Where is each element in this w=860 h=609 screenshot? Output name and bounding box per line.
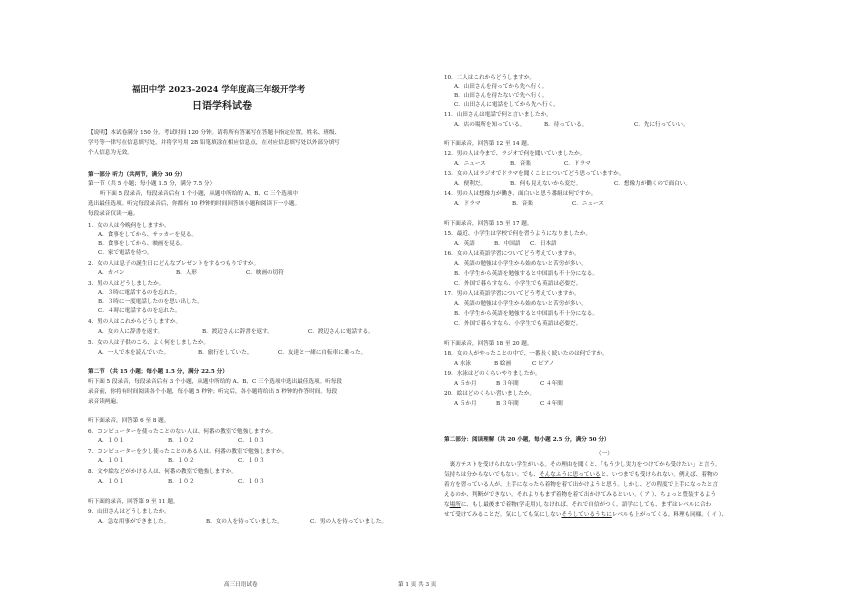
question-10: 10．二人はこれからどうしますか。 [444, 75, 536, 81]
section1-desc: 听下面 5 段录音，每段录音后有 1 个小题，从题中所给的 A、B、C 三个选项中 [100, 191, 299, 197]
option-row [98, 479, 265, 486]
passage-line: 着方を習っている人が、上手になったら着物を着て出かけようと思う。しかし、どの程度で上手になったと言 [444, 482, 719, 488]
passage-line: えるのか、判断ができない。それよりもまず着物を着て出かけてみるといい。（ ア ）、ちょっと豊装するよう [444, 492, 717, 498]
option: C．１０３ [238, 438, 265, 444]
option: B．食事をしてから、映画を見る。 [98, 241, 187, 247]
group-intro: 听下面录音，回答第 15 至 17 题。 [444, 221, 533, 227]
option-row [454, 381, 563, 388]
underlined-phrase: そうしているうちに [561, 512, 612, 518]
option: C．渡辺さんに電話する。 [308, 329, 374, 335]
question-3: 3．男の人はどうしましたか。 [88, 281, 165, 287]
option: A．カバン [98, 270, 125, 276]
option: A．女の人に辞書を返す。 [98, 329, 164, 335]
option: A．ニュース [454, 161, 486, 167]
option-row [98, 458, 265, 465]
option: B．待っている。 [544, 122, 588, 128]
option: B ３年間 [496, 401, 519, 407]
question-1: 1．女の人は今晩何をしますか。 [88, 223, 170, 229]
question-20: 20．絵はどのくらい習いましたか。 [444, 391, 536, 397]
school-title: 福田中学 2023-2024 学年度高三年级开学考 [132, 84, 306, 94]
question-4: 4．男の人はこれからどうしますか。 [88, 319, 182, 325]
option: B．３時に一度電話したのを思い出した。 [98, 299, 203, 305]
question-17: 17．男の人は英語学習についてどう考えていますか。 [444, 291, 580, 297]
section2-title: 第二节 （共 15 小题；每小题 1.5 分，满分 22.5 分） [88, 369, 228, 375]
option: C．友達と一緒に自転車に乗った。 [278, 350, 367, 356]
section2-desc: 录音前，你将有时间阅读各个小题，每小题 5 秒钟；听完后，各小题将给出 5 秒钟的作答时间。每段 [88, 389, 338, 395]
option: B．音楽 [512, 201, 533, 207]
group-intro: 听下面录音，回答第 12 至 14 题。 [444, 141, 533, 147]
option: A．便利だ。 [454, 181, 487, 187]
group-intro: 听下面录音，回答第 6 至 8 题。 [88, 418, 170, 424]
option: C．家で電話を待つ。 [98, 250, 153, 256]
option-row [98, 438, 265, 445]
option: C．山田さんに電話をしてから先へ行く。 [454, 102, 559, 108]
passage-line [444, 502, 711, 509]
passage-text: に、もし最後まで着物(学走用)しなければ、それで自信がつく。語学にしても、まずはレベルに合わ [460, 502, 712, 508]
option-row [454, 361, 554, 368]
option: C．１０３ [238, 458, 265, 464]
option: A．食事をしてから、サッカーを見る。 [98, 232, 198, 238]
option-row [454, 401, 563, 408]
option-row [98, 350, 366, 357]
option: C ４年間 [540, 401, 563, 407]
underlined-phrase: 場所 [449, 502, 461, 508]
option: C．ニュース [572, 201, 604, 207]
option: C．外国で暮らすなら、小学生でも英語は必要だ。 [454, 321, 582, 327]
option-row [454, 122, 689, 129]
option: C．想像力が働くので面白い。 [614, 181, 691, 187]
question-14: 14．男の人は想像力が働き、面白いと思う番組は何ですか。 [444, 191, 597, 197]
passage-text: せて受けてみることだ。気にしても気にしない [444, 512, 562, 518]
instructions-line: 【说明】本试卷满分 150 分，考试时间 120 分钟。请将所有答案写在答题卡指定位置，姓名、班级、 [88, 130, 341, 136]
option: C．男の人を待っていました。 [310, 519, 387, 525]
question-18: 18．女の人がやったことの中で、一番長く続いたのは何ですか。 [444, 351, 608, 357]
option: A．１０１ [98, 438, 125, 444]
option: B．女の人を待っていました。 [206, 519, 283, 525]
question-19: 19．水泳はどのくらいやりましたか。 [444, 371, 541, 377]
option-row [98, 519, 387, 526]
option: B．小学生から英語を勉強すると中国語も不十分になる。 [454, 311, 598, 317]
question-15: 15．最近、小学生は学校で何を習うようになりましたか。 [444, 231, 591, 237]
option: A．急な用事ができました。 [98, 519, 170, 525]
instructions-line: 学号等一律写在信息填写处，并将学号用 2B 铅笔填涂在相应信息点，在对应信息填写处以外部分填写 [88, 140, 340, 146]
option-row [98, 270, 284, 277]
option: B．旅行をしていた。 [198, 350, 253, 356]
option: B．小学生から英語を勉強すると中国語も不十分になる。 [454, 271, 598, 277]
question-16: 16．女の人は英語学習についてどう考えていますか。 [444, 251, 580, 257]
subject-title: 日语学科试卷 [192, 101, 252, 112]
footer-left: 高三日语试卷 [224, 582, 258, 588]
question-8: 8．文や絵などがかける人は、何番の教室で勉強しますか。 [88, 469, 237, 475]
option-row [98, 329, 374, 336]
left-column [88, 0, 428, 609]
option: A．山田さんを待ってから先へ行く。 [454, 84, 548, 90]
section1-desc: 每段录音仅读一遍。 [88, 211, 139, 217]
question-7: 7．コンピューターを少し使ったことのある人は、何番の教室で勉強しますか。 [88, 449, 288, 455]
passage-text: レベルも上がってくる。料理も同様。（ イ ）、 [611, 512, 728, 518]
option: B．１０２ [168, 438, 195, 444]
instructions-line: 个人信息为无效。 [88, 150, 133, 156]
passage-text: と、いつまでも受けられない。例えば、着物の [600, 472, 719, 478]
option: B．山田さんを待たないで先へ行く。 [454, 93, 548, 99]
passage-text: 気持ちは分からないでもない。でも、 [444, 472, 540, 478]
option: B．１０２ [168, 479, 195, 485]
option: A．１０１ [98, 479, 125, 485]
option: A．３時に電話するのを忘れた。 [98, 290, 181, 296]
question-9: 9．山田さんはどうしましたか。 [88, 509, 170, 515]
option: B．人形 [176, 270, 197, 276]
passage-text: な [444, 502, 450, 508]
question-13: 13．女の人はラジオでドラマを聞くことについてどう思っていますか。 [444, 171, 625, 177]
option: B．音楽 [510, 161, 531, 167]
option: A．英語の勉強は小学生から始めないと苦労が多い。 [454, 261, 587, 267]
option: B．渡辺さんに辞書を返す。 [202, 329, 273, 335]
question-2: 2．女の人は息子の誕生日にどんなプレゼントをするつもりですか。 [88, 261, 260, 267]
group-intro: 听下面录音，回答第 18 至 20 题。 [444, 341, 533, 347]
option: A 水泳 [454, 361, 472, 367]
section1-desc: 选出最佳选项。听完每段录音后，你都有 10 秒钟的时间回答该小题和阅读下一小题。 [88, 201, 301, 207]
option: C．４時に電話するのを忘れた。 [98, 308, 181, 314]
option: A．店の場所を知っている。 [454, 122, 526, 128]
question-12: 12．男の人は今まで、ラジオで何を聞いていましたか。 [444, 151, 586, 157]
passage-line [444, 512, 727, 519]
option: A．英語の勉強は小学生から始めないと苦労が多い。 [454, 301, 587, 307]
option: A．英語 [454, 241, 475, 247]
footer-center: 第 1 页 共 3 页 [398, 582, 437, 588]
option-row [454, 241, 557, 248]
right-column [398, 0, 784, 609]
option: C．日本語 [530, 241, 557, 247]
listening-part-title: 第一部分 听力（共两节，满分 30 分） [88, 172, 186, 178]
option: C．ドラマ [564, 161, 591, 167]
option: A．１０１ [98, 458, 125, 464]
passage-line: 裏方テストを受けられない学生がいる。その理由を聞くと、「もう少し実力をつけてから受けたい」と言う。 [444, 462, 721, 468]
group-intro: 听下面的录音，回答第 9 至 11 题。 [88, 499, 179, 505]
option: C．先に行っていい。 [634, 122, 689, 128]
option: A ５か月 [454, 401, 477, 407]
option: B．１０２ [168, 458, 195, 464]
option: C．映画の切符 [246, 270, 284, 276]
passage-number: （一） [596, 451, 613, 457]
option: B．中国語 [494, 241, 521, 247]
option: A．一人で本を読んでいた。 [98, 350, 170, 356]
section2-desc: 录音读两遍。 [88, 399, 122, 405]
option: C ４年間 [540, 381, 563, 387]
option: B ３年間 [496, 381, 519, 387]
option: C．外国で暮らすなら、小学生でも英語は必要だ。 [454, 281, 582, 287]
option: A．ドラマ [454, 201, 481, 207]
option: B 絵画 [494, 361, 512, 367]
option: A ５か月 [454, 381, 477, 387]
underlined-phrase: そんなふうに思っている [539, 472, 601, 478]
reading-part-title: 第二部分：阅读理解（共 20 小题，每小题 2.5 分，满分 50 分） [444, 437, 610, 443]
question-5: 5．女の人は子供のころ、よく何をしましたか。 [88, 340, 210, 346]
question-6: 6．コンピューターを使ったことのない人は、何番の教室で勉強しますか。 [88, 429, 277, 435]
question-11: 11．山田さんは電話で何と言いましたか。 [444, 112, 552, 118]
section1-title: 第一节（共 5 小题；每小题 1.5 分，满分 7.5 分） [88, 181, 216, 187]
passage-line [444, 472, 718, 479]
option-row [454, 161, 591, 168]
section2-desc: 听下面 5 段录音，每段录音后有 3 个小题，从题中所给的 A、B、C 三个选项中选出最佳选项。听每段 [88, 379, 342, 385]
option: C．１０３ [238, 479, 265, 485]
option: B．何も見えないから変だ。 [510, 181, 582, 187]
option-row [454, 181, 691, 188]
option: C ピアノ [532, 361, 555, 367]
option-row [454, 201, 604, 208]
